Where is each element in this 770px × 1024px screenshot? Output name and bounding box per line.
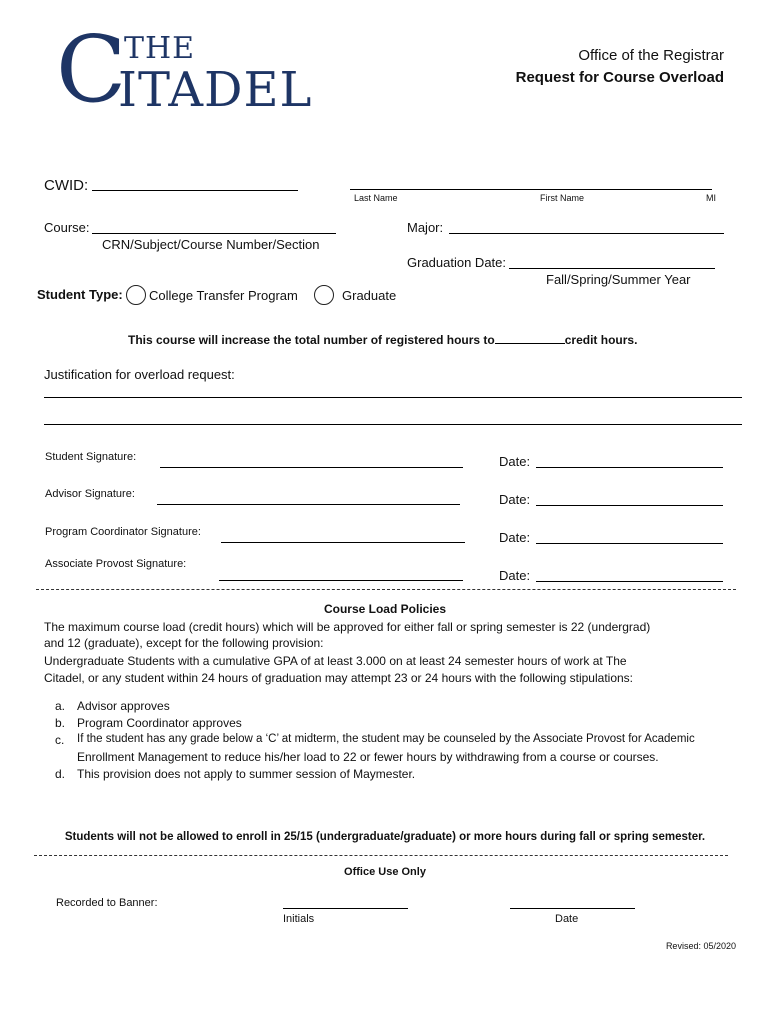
stipulation-text-c-cont: Enrollment Management to reduce his/her load to 22 or fewer hours by withdrawing from a course or courses. [77,750,659,764]
course-label: Course: [44,220,90,235]
graduation-caption: Fall/Spring/Summer Year [546,272,691,287]
graduate-radio[interactable] [314,285,334,305]
policy-text-1: The maximum course load (credit hours) which will be approved for either fall or spring semester is 22 (undergrad) [44,620,651,634]
stipulation-text-c: If the student has any grade below a ‘C’ at midterm, the student may be counseled by the Associate Provost for Academic [77,733,695,745]
citadel-logo [56,16,336,123]
name-field[interactable] [350,189,712,190]
stipulation-text-d: This provision does not apply to summer session of Maymester. [77,767,416,781]
student-signature-field[interactable] [160,467,463,468]
coordinator-date-field[interactable] [536,543,723,544]
hours-statement [128,332,637,347]
hours-statement-before: This course will increase the total number of registered hours to [128,333,495,347]
hours-field[interactable] [495,332,565,344]
stipulation-marker-c: c. [55,733,65,747]
first-name-caption: First Name [540,193,585,203]
graduate-label: Graduate [342,288,397,303]
recorded-label: Recorded to Banner: [56,897,158,909]
divider-top [36,589,736,590]
college-transfer-label: College Transfer Program [149,288,298,303]
provost-signature-field[interactable] [219,580,463,581]
graduation-date-field[interactable] [509,268,715,269]
logo-big-c: C [56,16,127,123]
policy-text-3: Undergraduate Students with a cumulative GPA of at least 3.000 on at least 24 semester hours of work at The [44,654,627,668]
advisor-signature-label: Advisor Signature: [45,488,135,500]
last-name-caption: Last Name [354,193,398,203]
office-use-heading: Office Use Only [344,866,426,878]
coordinator-date-label: Date: [499,530,531,545]
advisor-signature-field[interactable] [157,504,460,505]
policy-text-4: Citadel, or any student within 24 hours of graduation may attempt 23 or 24 hours with the following stipulations: [44,671,634,685]
stipulation-marker-d: d. [55,767,66,781]
office-date-field[interactable] [510,908,635,909]
stipulation-marker-a: a. [55,699,66,713]
revised-note: Revised: 05/2020 [665,941,736,951]
major-field[interactable] [449,233,724,234]
stipulation-marker-b: b. [55,716,66,730]
justification-label: Justification for overload request: [44,367,235,382]
logo-the: THE [124,31,196,66]
hours-statement-after: credit hours. [564,333,638,347]
cwid-label: CWID: [44,177,89,194]
course-caption: CRN/Subject/Course Number/Section [102,237,320,252]
initials-caption: Initials [283,913,315,925]
initials-field[interactable] [283,908,408,909]
policies-heading: Course Load Policies [323,602,447,616]
college-transfer-radio[interactable] [126,285,146,305]
student-signature-label: Student Signature: [45,451,137,463]
provost-date-label: Date: [499,568,531,583]
major-label: Major: [407,220,444,235]
cwid-field[interactable] [92,190,298,191]
advisor-date-label: Date: [499,492,531,507]
course-field[interactable] [92,233,336,234]
provost-date-field[interactable] [536,581,723,582]
logo-itadel: ITADEL [118,62,313,118]
form-title: Request for Course Overload [515,69,724,86]
stipulation-text-a: Advisor approves [77,699,170,713]
student-type-label: Student Type: [37,287,123,302]
mi-caption: MI [706,193,716,203]
student-date-label: Date: [499,454,531,469]
stipulation-text-b: Program Coordinator approves [77,716,242,730]
student-date-field[interactable] [536,467,723,468]
graduation-date-label: Graduation Date: [407,255,507,270]
office-name: Office of the Registrar [578,47,724,64]
coordinator-signature-field[interactable] [221,542,465,543]
office-date-caption: Date [555,913,579,925]
policy-text-2: and 12 (graduate), except for the following provision: [44,636,324,650]
divider-bottom [34,855,728,856]
advisor-date-field[interactable] [536,505,723,506]
coordinator-signature-label: Program Coordinator Signature: [45,526,201,538]
provost-signature-label: Associate Provost Signature: [45,558,187,570]
enrollment-warning: Students will not be allowed to enroll in 25/15 (undergraduate/graduate) or more hours during fall or spring semester. [64,831,706,843]
justification-line-1[interactable] [44,397,742,398]
justification-line-2[interactable] [44,424,742,425]
